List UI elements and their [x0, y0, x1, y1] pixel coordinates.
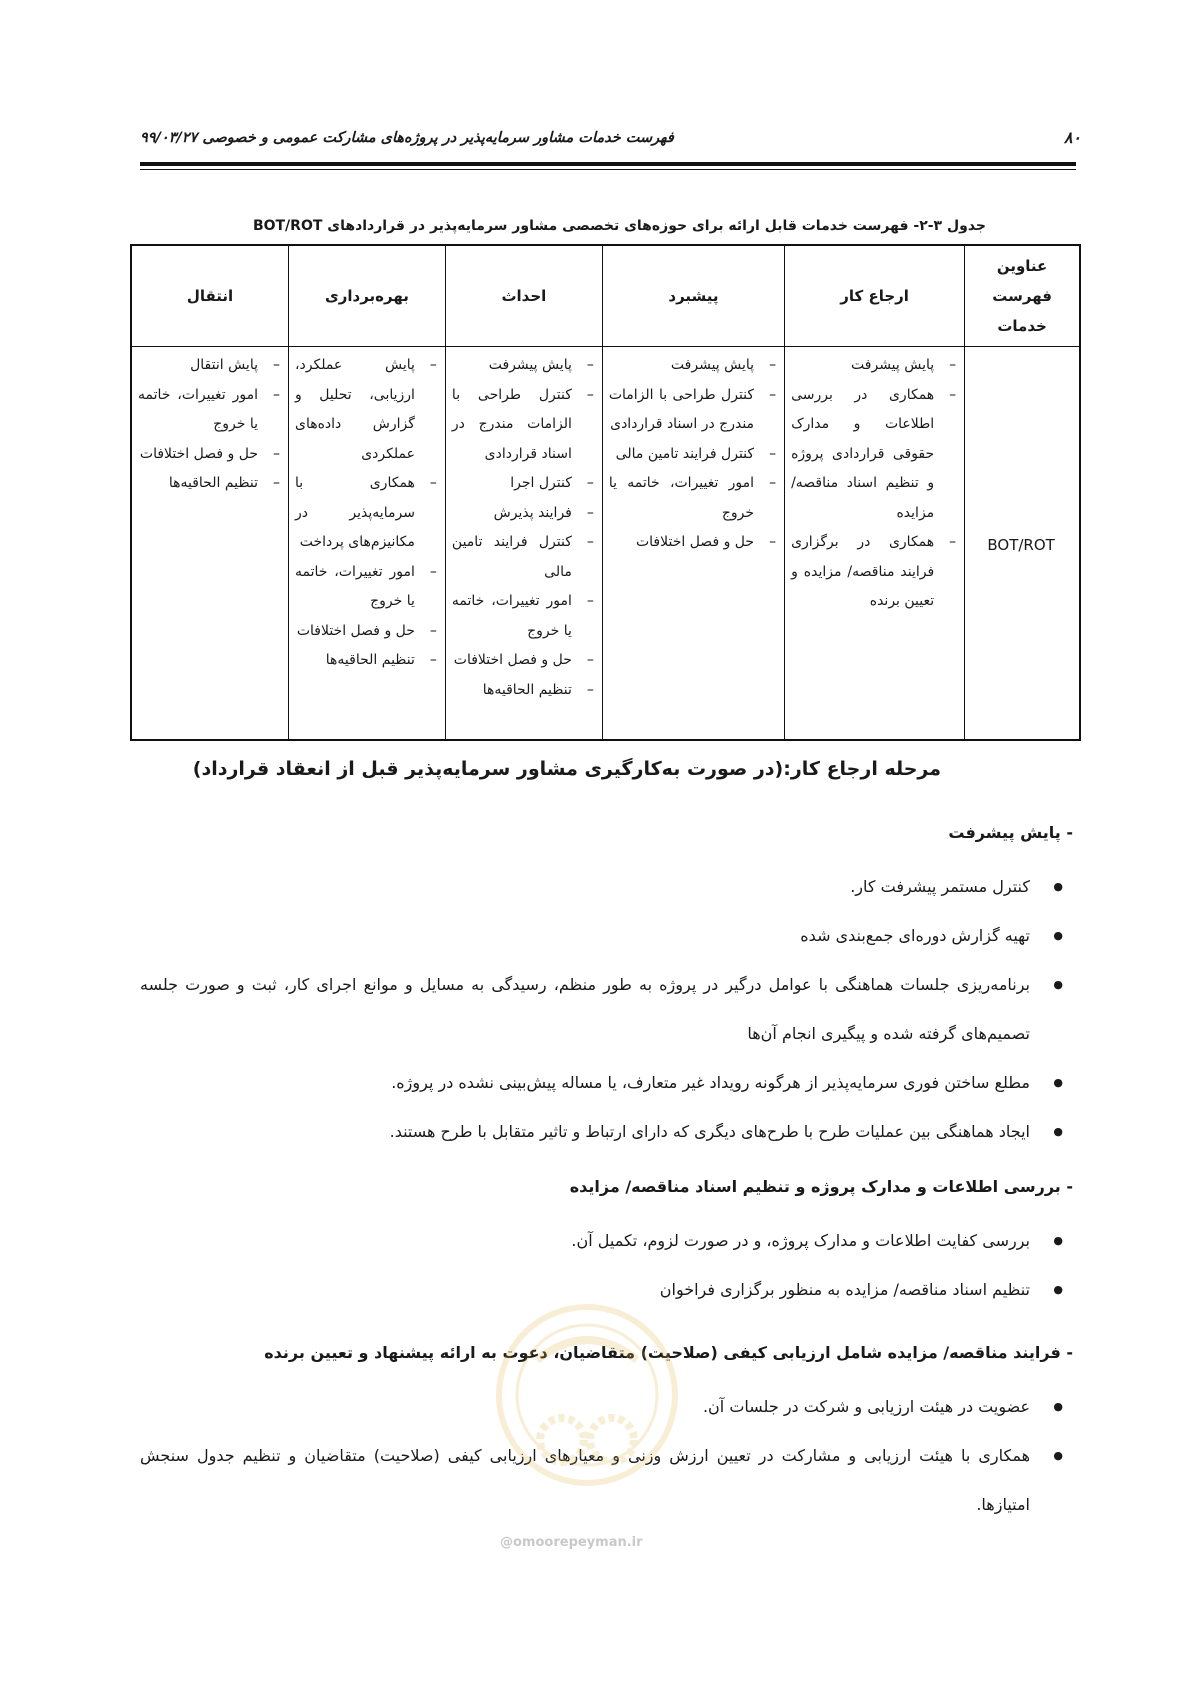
- list-item: – فرایند پذیرش: [452, 499, 594, 529]
- list-item: – تنظیم الحاقیه‌ها: [138, 469, 280, 499]
- header-cell-transfer: انتقال: [131, 245, 288, 347]
- list-item: – همکاری در بررسی اطلاعات و مدارک حقوقی قراردادی پروژه و تنظیم اسناد مناقصه/ مزایده: [791, 381, 956, 529]
- list-item: – کنترل طراحی با الزامات مندرج در اسناد قراردادی: [609, 381, 776, 440]
- list-item: ● همکاری با هیئت ارزیابی و مشارکت در تعیین ارزش وزنی و معیارهای ارزیابی کیفی (صلاحیت) متقاضیان و تنظیم جدول سنجش امتیازها.: [140, 1431, 1073, 1529]
- stage-heading: مرحله ارجاع کار:(در صورت به‌کارگیری مشاور سرمایه‌پذیر قبل از انعقاد قرارداد): [192, 758, 941, 780]
- list-item: ● مطلع ساختن فوری سرمایه‌پذیر از هرگونه رویداد غیر متعارف، یا مساله پیش‌بینی نشده در پروژه.: [140, 1058, 1073, 1107]
- table-row: [131, 347, 1080, 741]
- header-rule: [140, 162, 1076, 166]
- cell-list: [138, 351, 280, 499]
- list-item: ● برنامه‌ریزی جلسات هماهنگی با عوامل درگیر در پروژه به طور منظم، رسیدگی به مسایل و موانع اجرای کار، ثبت و صورت جلسه تصمیم‌های گرفته شده و پیگیری انجام آن‌ها: [140, 960, 1073, 1058]
- header-cell-assignment: ارجاع کار: [785, 245, 965, 347]
- section-heading-tender-documents: - بررسی اطلاعات و مدارک پروژه و تنظیم اسناد مناقصه/ مزایده: [569, 1177, 1073, 1196]
- list-item: – کنترل فرایند تامین مالی: [609, 440, 776, 470]
- list-item: – حل و فصل اختلافات: [609, 528, 776, 558]
- cell-list: [791, 351, 956, 617]
- watermark-ring: [499, 1307, 675, 1483]
- list-item: – تنظیم الحاقیه‌ها: [452, 676, 594, 706]
- list-item: ● تنظیم اسناد مناقصه/ مزایده به منظور برگزاری فراخوان: [140, 1265, 1073, 1314]
- list-item: ● کنترل مستمر پیشرفت کار.: [140, 862, 1073, 911]
- services-table: [130, 244, 1081, 741]
- list-item: – امور تغییرات، خاتمه یا خروج: [609, 469, 776, 528]
- table-header-row: [131, 245, 1080, 347]
- page-header: [140, 128, 1081, 152]
- header-cell-operation: بهره‌برداری: [288, 245, 445, 347]
- list-item: – کنترل فرایند تامین مالی: [452, 528, 594, 587]
- list-item: ● ایجاد هماهنگی بین عملیات طرح با طرح‌های دیگری که دارای ارتباط و تاثیر متقابل با طرح هستند.: [140, 1107, 1073, 1156]
- list-item: ● بررسی کفایت اطلاعات و مدارک پروژه، و در صورت لزوم، تکمیل آن.: [140, 1216, 1073, 1265]
- table-cell-operation: [288, 347, 445, 741]
- table-caption: جدول ۳-۲- فهرست خدمات قابل ارائه برای حوزه‌های تخصصی مشاور سرمایه‌پذیر در قراردادهای BOT/ROT: [252, 218, 986, 234]
- page-number: ۸۰: [1063, 128, 1081, 147]
- bullet-list-progress-monitoring: [140, 862, 1073, 1156]
- list-item: – امور تغییرات، خاتمه یا خروج: [138, 381, 280, 440]
- watermark-logo: [492, 1300, 682, 1530]
- list-item: – حل و فصل اختلافات: [452, 646, 594, 676]
- header-cell-titles: عناوین فهرست خدمات: [965, 245, 1080, 347]
- table-cell-construction: [445, 347, 602, 741]
- list-item: – حل و فصل اختلافات: [295, 617, 437, 647]
- watermark-text: @omoorepeyman.ir: [500, 1535, 643, 1550]
- list-item: – کنترل طراحی با الزامات مندرج در اسناد قراردادی: [452, 381, 594, 470]
- list-item: – پایش پیشرفت: [791, 351, 956, 381]
- section-heading-progress-monitoring: - پایش پیشرفت: [948, 823, 1073, 842]
- header-cell-construction: احداث: [445, 245, 602, 347]
- list-item: – تنظیم الحاقیه‌ها: [295, 646, 437, 676]
- gear-icon: [590, 1418, 634, 1462]
- list-item: – همکاری در برگزاری فرایند مناقصه/ مزایده و تعیین برنده: [791, 528, 956, 617]
- gear-icon: [540, 1418, 584, 1462]
- list-item: – همکاری با سرمایه‌پذیر در مکانیزم‌های پرداخت: [295, 469, 437, 558]
- list-item: ● عضویت در هیئت ارزیابی و شرکت در جلسات آن.: [140, 1382, 1073, 1431]
- table-cell-progress: [602, 347, 784, 741]
- list-item: – امور تغییرات، خاتمه یا خروج: [295, 558, 437, 617]
- table-cell-transfer: [131, 347, 288, 741]
- list-item: – کنترل اجرا: [452, 469, 594, 499]
- header-rule-thin: [140, 169, 1076, 170]
- section-heading-tender-process: - فرایند مناقصه/ مزایده شامل ارزیابی کیفی (صلاحیت) متقاضیان، دعوت به ارائه پیشنهاد و تعیین برنده: [264, 1343, 1073, 1362]
- row-label-cell: BOT/ROT: [965, 347, 1080, 741]
- header-cell-progress: پیشبرد: [602, 245, 784, 347]
- list-item: – پایش پیشرفت: [452, 351, 594, 381]
- cell-list: [452, 351, 594, 705]
- watermark-arc: [537, 1340, 637, 1360]
- table-cell-assignment: [785, 347, 965, 741]
- running-title: فهرست خدمات مشاور سرمایه‌پذیر در پروژه‌های مشارکت عمومی و خصوصی ۹۹/۰۳/۲۷: [140, 130, 674, 146]
- list-item: ● تهیه گزارش دوره‌ای جمع‌بندی شده: [140, 911, 1073, 960]
- list-item: – پایش انتقال: [138, 351, 280, 381]
- list-item: – پایش عملکرد، ارزیابی، تحلیل و گزارش داده‌های عملکردی: [295, 351, 437, 469]
- list-item: – امور تغییرات، خاتمه یا خروج: [452, 587, 594, 646]
- list-item: – پایش پیشرفت: [609, 351, 776, 381]
- list-item: – حل و فصل اختلافات: [138, 440, 280, 470]
- cell-list: [609, 351, 776, 558]
- cell-list: [295, 351, 437, 676]
